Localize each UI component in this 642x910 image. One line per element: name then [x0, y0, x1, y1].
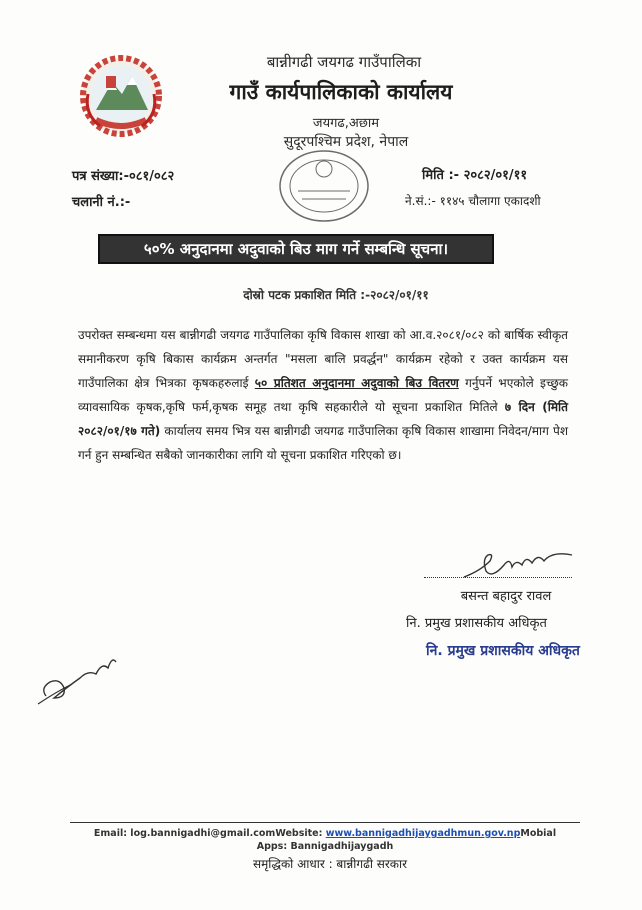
footer-contacts — [90, 827, 560, 853]
body-part-3: कार्यालय समय भित्र यस बान्नीगढी जयगढ गाउँपालिका कृषि विकास शाखामा निवेदन/माग पेश गर्न हुन सम्बन्धित सबैको जानकारीका लागि यो सूचना प्रकाशित गरिएको छ। — [78, 424, 568, 462]
footer-email: Email: log.bannigadhi@gmail.com — [93, 828, 276, 839]
office-seal-icon — [276, 147, 372, 225]
dispatch-number: चलानी नं.:- — [72, 195, 131, 210]
second-publication-date: दोस्रो पटक प्रकाशित मिति :-२०८२/०१/११ — [243, 288, 429, 302]
body-highlight: ५० प्रतिशत अनुदानमा अदुवाको बिउ वितरण — [254, 376, 459, 390]
footer-website-link[interactable]: www.bannigadhijaygadhmun.gov.np — [325, 828, 521, 839]
signature-line — [424, 577, 572, 578]
signer-title: नि. प्रमुख प्रशासकीय अधिकृत — [406, 616, 547, 631]
footer-motto: समृद्धिको आधार : बान्नीगढी सरकार — [252, 857, 408, 871]
footer-divider — [70, 822, 580, 823]
nepal-sambat-date: ने.सं.:- ११४५ चौलागा एकादशी — [405, 194, 541, 208]
officer-stamp: नि. प्रमुख प्रशासकीय अधिकृत — [426, 643, 580, 659]
office-name: गाउँ कार्यपालिकाको कार्यालय — [229, 80, 453, 104]
notice-body — [78, 323, 568, 467]
office-province: सुदूरपश्चिम प्रदेश, नेपाल — [283, 134, 409, 150]
municipality-name: बान्नीगढी जयगढ गाउँपालिका — [266, 53, 422, 71]
letter-number: पत्र संख्या:-०८१/०८२ — [72, 169, 175, 184]
body-part-1: उपरोक्त सम्बन्धमा यस बान्नीगढी जयगढ गाउँपालिका कृषि विकास शाखा को आ.व.२०८१/०८२ को बार्षिक स्वीकृत समानीकरण कृषि बिकास कार्यक्रम अन्तर्गत "मसला बालि प्रवर्द्धन" कार्यक्रम रहेको र उक्त कार्यक्रम यस गाउँपालिका क्षेत्र भित्रका कृषकहरुलाई — [78, 328, 568, 390]
footer-apps: Mobial Apps: Bannigadhijaygadh — [256, 828, 557, 852]
footer-website-label: Website: — [275, 828, 326, 839]
office-location: जयगढ,अछाम — [312, 116, 380, 131]
letter-date: मिति :- २०८२/०१/११ — [422, 168, 528, 183]
body-part-2: गर्नुपर्ने भएकोले इच्छुक व्यावसायिक कृषक,कृषि फर्म,कृषक समूह तथा कृषि सहकारीले यो सूचना प्रकाशित मितिले — [78, 376, 568, 414]
signer-name: बसन्त बहादुर रावल — [460, 589, 552, 604]
notice-title: ५०% अनुदानमा अदुवाको बिउ माग गर्ने सम्बन्धि सूचना। — [98, 234, 494, 264]
body-deadline: ७ दिन (मिति २०८२/०१/१७ गते) — [78, 400, 569, 438]
initial-signature-icon — [36, 648, 118, 708]
